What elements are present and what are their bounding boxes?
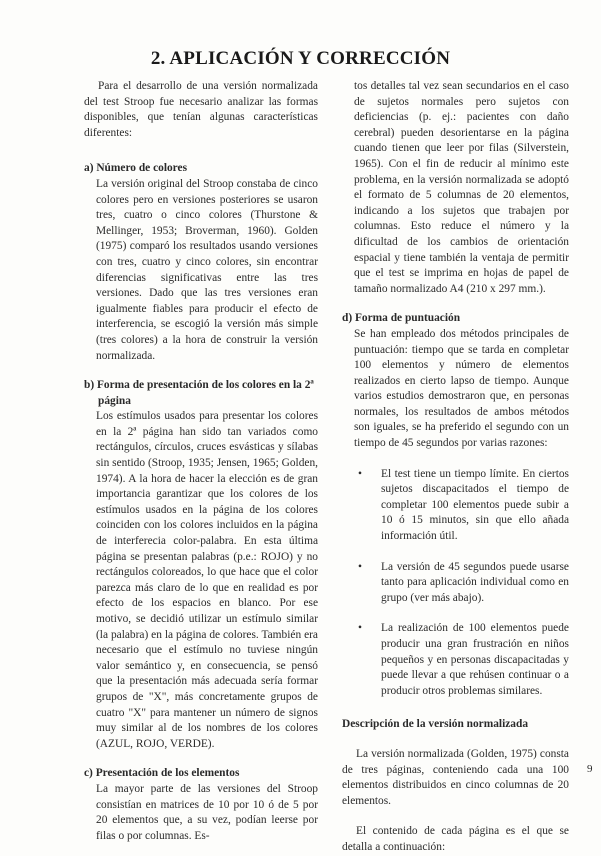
left-column xyxy=(84,79,318,844)
section-c-continued-text: tos detalles tal vez sean secundarios en el caso de sujetos normales pero sujetos con deficiencias (p. ej.: pacientes con daño cerebral) pueden desorientarse en la página cuando tienen que leer por filas (Silverstein, 1965). Con el fin de reducir al mínimo este problema, en la versión normalizada se adoptó el formato de 5 columnas de 20 elementos, indicando a los sujetos que trabajen por columnas. Esto reduce el número y la dificultad de los cambios de orientación espacial y tiene también la ventaja de permitir que el test se imprima en hojas de papel de tamaño normalizado A4 (210 x 297 mm.). xyxy=(354,80,569,295)
section-c-text: La mayor parte de las versiones del Stroop consistían en matrices de 10 por 10 ó de 5 por 20 elementos que, a su vez, podían leerse por filas o por columnas. Es- xyxy=(96,782,318,842)
description-text: La versión normalizada (Golden, 1975) consta de tres páginas, conteniendo cada una 100 elementos distribuidos en cinco columnas de 20 elementos. xyxy=(342,747,569,807)
bullet-item xyxy=(354,621,569,699)
bullet-text: La realización de 100 elementos puede producir una gran frustración en niños pequeños y en personas discapacitadas y puede llevar a que rehúsen continuar o a producir otros problemas similares. xyxy=(381,622,569,697)
bullet-icon: • xyxy=(358,560,362,573)
bullet-list xyxy=(342,467,569,700)
section-title: 2. APLICACIÓN Y CORRECCIÓN xyxy=(150,48,451,69)
heading-a: a) Número de colores xyxy=(84,162,188,175)
heading-b: b) Forma de presentación de los colores en la 2ª página xyxy=(84,379,314,407)
section-b-text: Los estímulos usados para presentar los colores en la 2ª página han sido tan variados como rectángulos, círculos, cruces esvásticas y sílabas sin sentido (Stroop, 1935; Jensen, 1965; Golden, 1974). A la hora de hacer la elección es de gran importancia garantizar que los colores de los estímulos usados en la página de los colores coinciden con los colores incluidos en la página de interferecia color-palabra. En esta última página se presentan palabras (p.e.: ROJO) y no rectángulos coloreados, lo que hace que el color parezca más claro de lo que en realidad es por efecto de los espacios en blanco. Por ese motivo, se decidió utilizar un estímulo similar (la palabra) en la página de colores. También era necesario que el estímulo no tuviese ningún valor semántico y, en consecuencia, se pensó que la presentación más adecuada sería formar grupos de "X", más concretamente grupos de cuatro "X" para mantener un número de signos muy similar al de los nombres de los colores (AZUL, ROJO, VERDE). xyxy=(96,410,318,750)
intro-text: Para el desarrollo de una versión normalizada del test Stroop fue necesario analizar las formas disponibles, que tenían algunas características diferentes: xyxy=(84,80,318,139)
heading-c: c) Presentación de los elementos xyxy=(84,767,240,780)
two-column-body xyxy=(0,79,601,856)
description-text-2: El contenido de cada página es el que se detalla a continuación: xyxy=(342,825,569,853)
bullet-item xyxy=(354,560,569,607)
heading-d: d) Forma de puntuación xyxy=(342,312,461,325)
spacer xyxy=(342,452,569,467)
right-column xyxy=(342,79,569,856)
section-d-text: Se han empleado dos métodos principales de puntuación: tiempo que se tarda en completar 100 elementos y número de elementos realizados en cierto lapso de tiempo. Aunque varios estudios demostraron que, en personas normales, los resultados de ambos métodos son iguales, se ha preferido el segundo con un tiempo de 45 segundos por varias razones: xyxy=(354,327,569,450)
bullet-icon: • xyxy=(358,622,362,635)
bullet-text: El test tiene un tiempo límite. En ciertos sujetos discapacitados el tiempo de completar 100 elementos puede subir a 10 ó 15 minutos, sin que ello añada información útil. xyxy=(381,467,569,543)
page-number: 9 xyxy=(587,763,593,775)
bullet-text: La versión de 45 segundos puede usarse tanto para aplicación individual como en grupo (ver más abajo). xyxy=(381,560,569,604)
bullet-icon: • xyxy=(358,467,362,480)
section-a-text: La versión original del Stroop constaba de cinco colores pero en versiones posteriores se usaron tres, cuatro o cinco colores (Thurstone & Mellinger, 1953; Broverman, 1960). Golden (1975) comparó los resultados usando versiones con tres, cuatro y cinco colores, sin encontrar diferencias significativas entre las tres versiones. Dado que las tres versiones eran igualmente fiables para producir el efecto de interferencia, se escogió la versión más simple (tres colores) a la hora de construir la versión normalizada. xyxy=(96,177,318,362)
bullet-item xyxy=(354,467,569,545)
heading-description: Descripción de la versión normalizada xyxy=(342,718,529,731)
